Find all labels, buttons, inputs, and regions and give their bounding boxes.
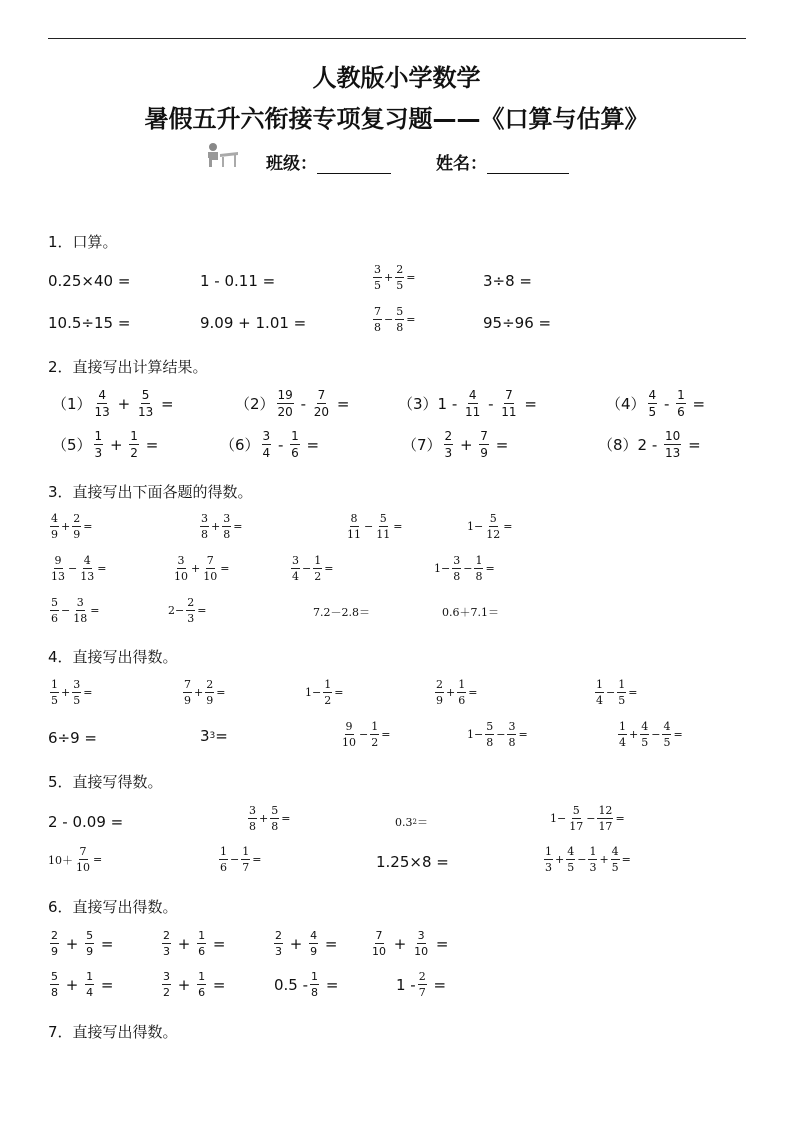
p5-a: 2 - 0.09 = [48,813,124,831]
p4-g: 3 3 = [200,727,228,745]
p5-d: 1− $\frac{5}{17}$ − $\frac{12}{17}$ = [550,804,625,833]
p2-item-2: （2） 19 20 - $\frac{7}{20}$ = [235,388,350,419]
p5-g: 1.25×8 = [376,853,449,871]
p5-b: 3 8 + $\frac{5}{8}$ = [249,804,291,833]
p3-e: 9 13 − $\frac{4}{13}$ = [51,554,107,583]
p5-h: 1 3 + $\frac{4}{5}$ − $\frac{1}{3}$ + $\frac{4}{5}$ = [545,845,631,874]
p2-item-3: （3） 1 - 4 11 - $\frac{7}{11}$ = [398,388,537,419]
p3-l: 0.6＋7.1＝ [442,606,499,619]
p4-i: 1− $\frac{5}{8}$ − $\frac{3}{8}$ = [467,720,528,749]
section-5-heading: 5．直接写得数。 [48,773,163,791]
p6-a: 2 9 + $\frac{5}{9}$ = [51,929,114,958]
p4-b: 7 9 + $\frac{2}{9}$ = [184,678,226,707]
p6-e: 5 8 + $\frac{1}{4}$ = [51,970,114,999]
header-rule [48,38,746,39]
name-field: 姓名： [436,149,569,174]
section-2-heading: 2．直接写出计算结果。 [48,358,208,376]
p1-h: 95÷96 = [483,314,552,332]
p6-c: 2 3 + $\frac{4}{9}$ = [275,929,338,958]
p3-d: 1− $\frac{5}{12}$ = [467,512,513,541]
p6-h: 1 - $\frac{2}{7}$ = [396,970,447,999]
p1-c: 3 5 + $\frac{2}{5}$ = [374,263,416,292]
p3-i: 5 6 − $\frac{3}{18}$ = [51,596,100,625]
p2-item-4: （4） 4 5 - $\frac{1}{6}$ = [606,388,706,419]
p2-item-6: （6） 3 4 - $\frac{1}{6}$ = [220,429,320,460]
p1-g: 7 8 − $\frac{5}{8}$ = [374,305,416,334]
p2-item-8: （8） 2 - $\frac{10}{13}$ = [598,429,701,460]
p4-d: 2 9 + $\frac{1}{6}$ = [436,678,478,707]
p4-c: 1− $\frac{1}{2}$ = [305,678,344,707]
section-4-heading: 4．直接写出得数。 [48,648,178,666]
p4-j: 1 4 + $\frac{4}{5}$ − $\frac{4}{5}$ = [619,720,683,749]
p2-item-7: （7） 2 3 + $\frac{7}{9}$ = [402,429,509,460]
p5-f: 1 6 − $\frac{1}{7}$ = [220,845,262,874]
p2-item-5: （5） 1 3 + $\frac{1}{2}$ = [52,429,159,460]
p6-g: 0.5 - $\frac{1}{8}$ = [274,970,339,999]
section-1-heading: 1．口算。 [48,233,118,251]
p3-j: 2− $\frac{2}{3}$ = [168,596,207,625]
p6-f: 3 2 + $\frac{1}{6}$ = [163,970,226,999]
p3-b: 3 8 + $\frac{3}{8}$ = [201,512,243,541]
p3-f: 3 10 + $\frac{7}{10}$ = [174,554,230,583]
p4-e: 1 4 − $\frac{1}{5}$ = [596,678,638,707]
page-subtitle: 暑假五升六衔接专项复习题——《口算与估算》 [144,105,649,133]
p5-c: 0.3 2 ＝ [395,815,428,829]
p1-d: 3÷8 = [483,272,532,290]
p4-a: 1 5 + $\frac{3}{5}$ = [51,678,93,707]
p3-h: 1− $\frac{3}{8}$ − $\frac{1}{8}$ = [434,554,495,583]
class-blank[interactable] [317,157,391,174]
p3-g: 3 4 − $\frac{1}{2}$ = [292,554,334,583]
p2-item-1: （1） 4 13 + $\frac{5}{13}$ = [52,388,174,419]
p6-b: 2 3 + $\frac{1}{6}$ = [163,929,226,958]
p4-h: 9 10 − $\frac{1}{2}$ = [342,720,391,749]
section-3-heading: 3．直接写出下面各题的得数。 [48,483,253,501]
section-6-heading: 6．直接写出得数。 [48,898,178,916]
p3-k: 7.2－2.8＝ [313,606,370,619]
p1-f: 9.09 + 1.01 = [200,314,307,332]
page-title: 人教版小学数学 [312,64,481,92]
p3-a: 4 9 + $\frac{2}{9}$ = [51,512,93,541]
student-desk-icon [204,142,240,168]
p6-d: 7 10 + $\frac{3}{10}$ = [372,929,449,958]
p1-e: 10.5÷15 = [48,314,131,332]
p5-e: 10＋ $\frac{7}{10}$ = [48,845,103,874]
name-blank[interactable] [487,157,569,174]
p3-c: 8 11 − $\frac{5}{11}$ = [347,512,403,541]
p1-a: 0.25×40 = [48,272,131,290]
section-7-heading: 7．直接写出得数。 [48,1023,178,1041]
p1-b: 1 - 0.11 = [200,272,276,290]
class-field: 班级： [266,149,391,174]
p4-f: 6÷9 = [48,729,97,747]
